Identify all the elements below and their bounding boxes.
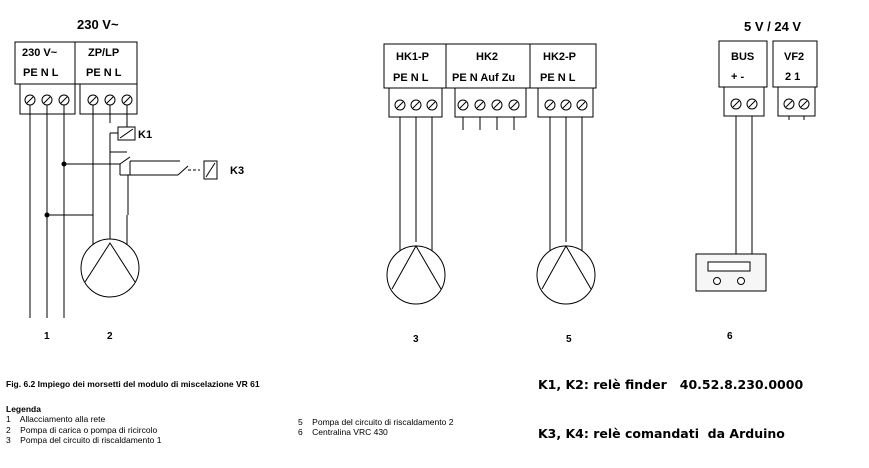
legend-left (6, 404, 161, 446)
legend-item: 5 Pompa del circuito di riscaldamento 2 (298, 417, 454, 427)
terminal-block-hk2p (530, 44, 596, 117)
low-voltage-label: 5 V / 24 V (744, 19, 802, 34)
svg-text:2 1: 2 1 (785, 71, 801, 83)
bus-wiring (736, 116, 752, 255)
legend-item: 3 Pompa del circuito di riscaldamento 1 (6, 435, 162, 446)
svg-text:ZP/LP: ZP/LP (88, 47, 120, 59)
legend-item: 2 Pompa di carica o pompa di ricircolo (6, 424, 158, 435)
svg-text:PE N L: PE N L (86, 67, 122, 79)
relay-k1-coil (110, 127, 152, 152)
legend-item: 6 Centralina VRC 430 (298, 427, 388, 438)
pump-2-icon (81, 239, 139, 297)
terminal-block-hk2 (446, 44, 530, 130)
controller-vrc430-icon (696, 254, 766, 291)
item-number-1: 1 (44, 331, 50, 342)
svg-text:230 V~: 230 V~ (22, 47, 58, 59)
relay-k1-label: K1 (138, 129, 153, 141)
pump-5-icon (537, 117, 595, 304)
svg-text:PE N Auf Zu: PE N Auf Zu (452, 72, 516, 84)
supply-voltage-label: 230 V~ (77, 17, 119, 32)
relay-k3-label: K3 (230, 165, 245, 177)
item-number-5: 5 (566, 334, 572, 345)
svg-text:BUS: BUS (731, 51, 755, 63)
svg-text:PE N L: PE N L (540, 72, 576, 84)
terminal-block-hk1p (384, 44, 446, 117)
item-number-3: 3 (413, 334, 419, 345)
legend-item: 1 Allacciamento alla rete (6, 414, 106, 425)
terminal-block-vf2 (773, 41, 817, 120)
svg-text:PE N L: PE N L (393, 72, 429, 84)
pump-3-icon (387, 117, 445, 304)
legend-heading: Legenda (6, 404, 41, 414)
svg-text:HK2: HK2 (476, 51, 499, 63)
note-relays-finder: K1, K2: relè finder 40.52.8.230.0000 (538, 377, 804, 392)
terminal-block-bus (719, 41, 767, 116)
svg-text:HK2-P: HK2-P (543, 51, 577, 63)
svg-text:HK1-P: HK1-P (396, 51, 430, 63)
figure-caption: Fig. 6.2 Impiego dei morsetti del modulo di miscelazione VR 61 (6, 379, 260, 389)
item-number-2: 2 (107, 331, 113, 342)
relay-k3-coil (204, 161, 244, 179)
svg-text:VF2: VF2 (784, 51, 805, 63)
note-relays-arduino: K3, K4: relè comandati da Arduino (538, 426, 785, 441)
svg-text:PE N L: PE N L (23, 67, 59, 79)
terminal-block-zplp (75, 42, 137, 114)
svg-text:+ -: + - (731, 71, 745, 83)
terminal-block-230v (15, 42, 75, 114)
item-number-6: 6 (727, 331, 733, 342)
legend-right (298, 417, 453, 438)
